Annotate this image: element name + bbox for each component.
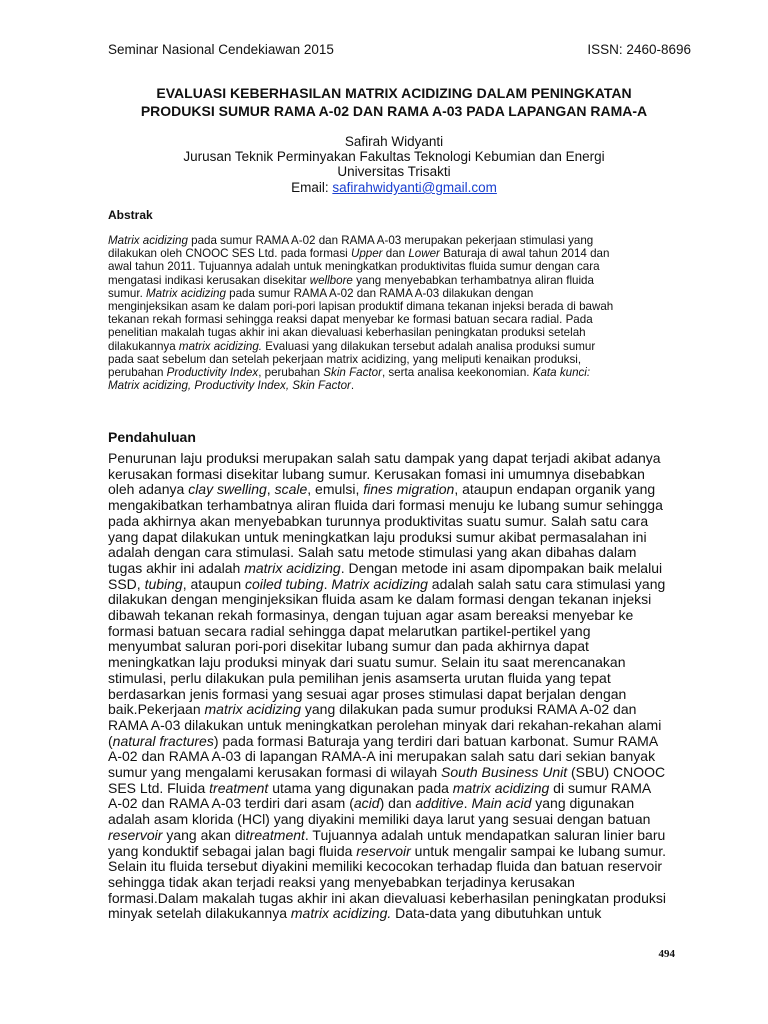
abstract-line	[108, 340, 676, 353]
author-university: Universitas Trisakti	[337, 164, 451, 179]
italic-term: treatment	[209, 779, 269, 796]
introduction-heading: Pendahuluan	[108, 429, 196, 445]
paragraph-line	[108, 906, 688, 922]
text-run: pada sumur RAMA A-02 dan RAMA A-03 dilakukan dengan	[225, 286, 534, 300]
page-number: 494	[658, 948, 675, 960]
abstract-line	[108, 247, 676, 260]
text-run: sehingga tidak akan terjadi reaksi yang menyebabkan terjadinya kerusakan	[108, 873, 575, 890]
author-name: Safirah Widyanti	[344, 134, 444, 149]
text-run: adalah salah satu cara stimulasi yang	[427, 575, 666, 592]
italic-term: Kata kunci:	[532, 366, 591, 380]
text-run: awal tahun 2011. Tujuannya adalah untuk meningkatkan produktivitas fluida sumur dengan cara	[108, 260, 600, 274]
italic-term: additive	[415, 795, 464, 812]
abstract-line	[108, 353, 676, 366]
text-run: ) dan	[379, 795, 416, 812]
paragraph-line	[108, 749, 688, 765]
paragraph-line	[108, 514, 688, 530]
text-run: Evaluasi yang dilakukan tersebut adalah analisa produksi sumur	[262, 339, 596, 353]
text-run: yang digunakan	[531, 795, 635, 812]
text-run: yang akan di	[162, 826, 246, 843]
italic-term: South Business Unit	[441, 764, 568, 781]
abstract-body	[108, 234, 676, 392]
text-run: Baturaja di awal tahun 2014 dan	[439, 247, 610, 261]
italic-term: Matrix acidizing, Productivity Index, Skin Factor	[108, 379, 351, 393]
text-run: , emulsi,	[307, 481, 364, 498]
text-run: dilakukannya	[108, 339, 179, 353]
text-run: sumur.	[108, 286, 147, 300]
abstract-line	[108, 366, 676, 379]
text-run: yang menyebabkan terhambatnya aliran fluida	[352, 273, 594, 287]
paragraph-line	[108, 702, 688, 718]
text-run: dan	[382, 247, 409, 261]
paper-title-line-2: PRODUKSI SUMUR RAMA A-02 DAN RAMA A-03 PADA LAPANGAN RAMA-A	[140, 103, 648, 119]
text-run: (	[108, 732, 113, 749]
text-run: A-02 dan RAMA A-03 di lapangan RAMA-A ini merupakan salah satu dari sekian banyak	[108, 748, 656, 765]
text-run: , perubahan	[258, 366, 324, 380]
italic-term: reservoir	[108, 826, 163, 843]
italic-term: matrix acidizing.	[290, 905, 392, 922]
text-run: pada saat sebelum dan setelah pekerjaan matrix acidizing, yang meliputi kenaikan produksi,	[108, 352, 582, 366]
text-run: formasi.Dalam makalah tugas akhir ini akan dievaluasi keberhasilan peningkatan produksi	[108, 889, 666, 906]
text-run: di sumur RAMA	[549, 779, 652, 796]
italic-term: clay swelling	[188, 481, 267, 498]
paragraph-line	[108, 828, 688, 844]
italic-term: Matrix acidizing	[331, 575, 428, 592]
italic-term: treatment	[245, 826, 305, 843]
text-run: yang konduktif sebagai jalan bagi fluida	[108, 842, 357, 859]
text-run: baik.Pekerjaan	[108, 701, 205, 718]
text-run: (SBU) CNOOC	[567, 764, 666, 781]
italic-term: Upper	[350, 247, 383, 261]
text-run: utama yang digunakan pada	[268, 779, 453, 796]
text-run: SES Ltd. Fluida	[108, 779, 210, 796]
text-run: kerusakan formasi disekitar lubang sumur. Kerusakan fomasi ini umumnya disebabkan	[108, 465, 645, 482]
text-run: sumur yang mengalami kerusakan formasi di wilayah	[108, 764, 442, 781]
text-run: tekanan rekah formasi sehingga reaksi dapat menyebar ke formasi batuan secara radial. Pada	[108, 313, 593, 327]
introduction-body	[108, 451, 688, 922]
paragraph-line	[108, 608, 688, 624]
italic-term: wellbore	[309, 273, 353, 287]
paragraph-line	[108, 812, 688, 828]
text-run: Selain itu fluida tersebut diyakini memiliki kecocokan terhadap fluida dan batuan reservoir	[108, 858, 663, 875]
text-run: , ataupun endapan organik yang	[454, 481, 656, 498]
issn-header: ISSN: 2460-8696	[587, 42, 691, 57]
abstract-line	[108, 326, 676, 339]
text-run: .	[323, 575, 332, 592]
text-run: SSD,	[108, 575, 145, 592]
text-run: , serta analisa keekonomian.	[381, 366, 533, 380]
abstract-line	[108, 313, 676, 326]
text-run: A-02 dan RAMA A-03 terdiri dari asam (	[108, 795, 354, 812]
abstract-line	[108, 287, 676, 300]
abstract-heading: Abstrak	[108, 208, 153, 222]
paragraph-line	[108, 530, 688, 546]
author-department: Jurusan Teknik Perminyakan Fakultas Teknologi Kebumian dan Energi	[183, 149, 605, 164]
text-run: .	[350, 379, 355, 393]
paragraph-line	[108, 718, 688, 734]
paragraph-line	[108, 687, 688, 703]
text-run: formasi batuan secara radial sehingga dapat melarutkan partikel-pertikel yang	[108, 622, 591, 639]
text-run: minyak setelah dilakukannya	[108, 905, 291, 922]
text-run: penelitian makalah tugas akhir ini akan dievaluasi keberhasilan peningkatan produksi setelah	[108, 326, 586, 340]
paragraph-line	[108, 844, 688, 860]
paragraph-line	[108, 467, 688, 483]
italic-term: Skin Factor	[323, 366, 382, 380]
text-run: berdasarkan jenis formasi yang sesuai agar proses stimulasi dapat berjalan dengan	[108, 685, 627, 702]
text-run: mengatasi indikasi kerusakan disekitar	[108, 273, 310, 287]
text-run: dibawah tekanan rekah formasinya, dengan tujuan agar asam bereaksi menyebar ke	[108, 607, 634, 624]
paragraph-line	[108, 796, 688, 812]
text-run: ,	[266, 481, 275, 498]
italic-term: matrix acidizing	[452, 779, 550, 796]
italic-term: Productivity Index	[166, 366, 259, 380]
text-run: perubahan	[108, 366, 167, 380]
text-run: meningkatkan laju produksi minyak dari suatu sumur. Selain itu saat merencanakan	[108, 654, 626, 671]
italic-term: coiled tubing	[245, 575, 324, 592]
email-link[interactable]: safirahwidyanti@gmail.com	[332, 180, 497, 195]
text-run: dilakukan dengan menginjeksikan fluida asam ke dalam formasi dengan tekanan injeksi	[108, 591, 652, 608]
italic-term: matrix acidizing	[204, 701, 301, 718]
paper-title-line-1: EVALUASI KEBERHASILAN MATRIX ACIDIZING DALAM PENINGKATAN	[156, 85, 632, 101]
text-run: untuk mengalir sampai ke lubang sumur.	[410, 842, 667, 859]
italic-term: matrix acidizing	[244, 559, 341, 576]
italic-term: Matrix acidizing	[146, 286, 226, 300]
text-run: adalah asam klorida (HCl) yang diyakini memiliki daya larut yang sesuai dengan batuan	[108, 811, 651, 828]
abstract-line	[108, 300, 676, 313]
paragraph-line	[108, 498, 688, 514]
italic-term: fines migration	[363, 481, 455, 498]
abstract-line	[108, 260, 676, 273]
abstract-line	[108, 274, 676, 287]
text-run: oleh adanya	[108, 481, 189, 498]
paragraph-line	[108, 639, 688, 655]
author-email-line	[80, 180, 708, 196]
paragraph-line	[108, 577, 688, 593]
paragraph-line	[108, 592, 688, 608]
italic-term: Main acid	[471, 795, 532, 812]
text-run: stimulasi, perlu dilakukan pula pemilihan jenis asamserta urutan fluida yang tepat	[108, 669, 611, 686]
paragraph-line	[108, 482, 688, 498]
conference-header: Seminar Nasional Cendekiawan 2015	[108, 42, 334, 57]
text-run: . Dengan metode ini asam dipompakan baik melalui	[340, 559, 663, 576]
text-run: adalah dengan cara stimulasi. Salah satu metode stimulasi yang akan dibahas dalam	[108, 544, 637, 561]
text-run: menginjeksikan asam ke dalam pori-pori lapisan produktif dimana tekanan injeksi berada di bawah	[108, 300, 614, 314]
text-run: menyumbat saluran pori-pori disekitar lubang sumur dan pada akhirnya dapat	[108, 638, 589, 655]
italic-term: acid	[353, 795, 380, 812]
text-run: . Tujuannya adalah untuk mendapatkan saluran linier baru	[304, 826, 666, 843]
abstract-line	[108, 379, 676, 392]
text-run: pada akhirnya akan menyebabkan turunnya produktivitas suatu sumur. Salah satu cara	[108, 512, 649, 529]
italic-term: natural fractures	[112, 732, 214, 749]
text-run: mengakibatkan terhambatnya aliran fluida dari formasi menuju ke lubang sumur sehingga	[108, 497, 663, 514]
text-run: RAMA A-03 dilakukan untuk meningkatkan perolehan minyak dari rekahan-rekahan alami	[108, 716, 662, 733]
paragraph-line	[108, 859, 688, 875]
paragraph-line	[108, 734, 688, 750]
italic-term: matrix acidizing.	[178, 339, 263, 353]
abstract-line	[108, 234, 676, 247]
paragraph-line	[108, 561, 688, 577]
text-run: pada sumur RAMA A-02 dan RAMA A-03 merupakan pekerjaan stimulasi yang	[187, 234, 594, 247]
paragraph-line	[108, 545, 688, 561]
text-run: .	[463, 795, 472, 812]
italic-term: Lower	[408, 247, 440, 261]
text-run: ) pada formasi Baturaja yang terdiri dari batuan karbonat. Sumur RAMA	[213, 732, 659, 749]
italic-term: tubing	[144, 575, 183, 592]
paragraph-line	[108, 655, 688, 671]
paragraph-line	[108, 875, 688, 891]
italic-term: scale	[274, 481, 308, 498]
text-run: , ataupun	[182, 575, 246, 592]
italic-term: Matrix acidizing	[108, 234, 188, 247]
paragraph-line	[108, 451, 688, 467]
paragraph-line	[108, 891, 688, 907]
paragraph-line	[108, 781, 688, 797]
email-label: Email:	[291, 180, 333, 195]
paragraph-line	[108, 671, 688, 687]
text-run: dilakukan oleh CNOOC SES Ltd. pada formasi	[108, 247, 351, 261]
text-run: Data-data yang dibutuhkan untuk	[391, 905, 602, 922]
italic-term: reservoir	[356, 842, 411, 859]
text-run: yang dilakukan pada sumur produksi RAMA A-02 dan	[301, 701, 637, 718]
text-run: Penurunan laju produksi merupakan salah satu dampak yang dapat terjadi akibat adanya	[108, 450, 661, 466]
text-run: yang dapat dilakukan untuk meningkatkan laju produksi sumur akibat permasalahan ini	[108, 528, 647, 545]
text-run: tugas akhir ini adalah	[108, 559, 245, 576]
paragraph-line	[108, 624, 688, 640]
paragraph-line	[108, 765, 688, 781]
